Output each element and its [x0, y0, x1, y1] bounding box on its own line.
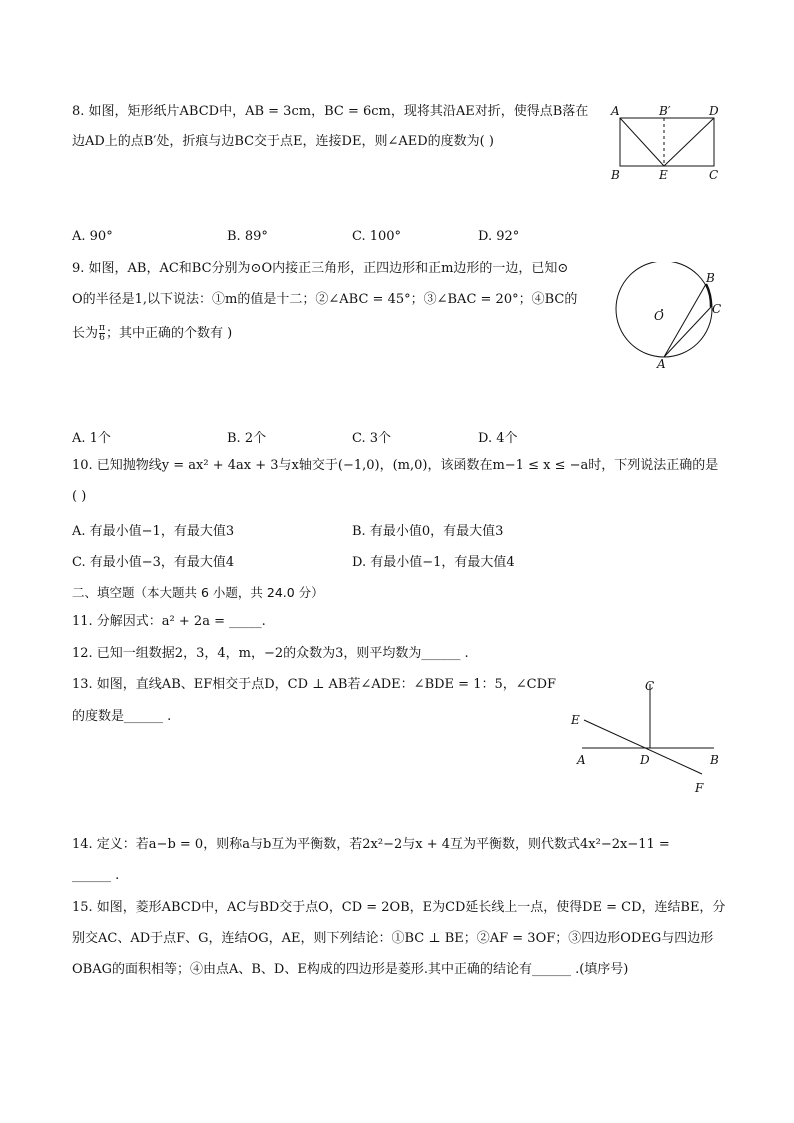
q8-label-bprime: B′	[659, 104, 671, 118]
q10-option-d: D. 有最小值−1，有最大值4	[352, 555, 515, 570]
q9-fraction-den: 6	[99, 333, 105, 343]
q15-line2: 别交AC、AD于点F、G，连结OG，AE，则下列结论：①BC ⊥ BE；②AF = 3OF；③四边形ODEG与四边形	[72, 931, 714, 946]
q13-label-d: D	[640, 753, 650, 767]
q8-line1: 8. 如图，矩形纸片ABCD中，AB = 3cm，BC = 6cm，现将其沿AE对折，使得点B落在	[72, 104, 589, 119]
q9-line2: O的半径是1,以下说法：①m的值是十二；②∠ABC = 45°；③∠BAC = 20°；④BC的	[72, 292, 578, 307]
q8-rectangle-figure	[606, 100, 726, 186]
q8-option-b: B. 89°	[227, 229, 268, 244]
q9-fraction	[99, 324, 105, 343]
q8-option-a: A. 90°	[72, 229, 113, 244]
q8-option-d: D. 92°	[478, 229, 520, 244]
q9-option-b: B. 2个	[227, 431, 267, 446]
q14-line2: ______ .	[72, 868, 120, 883]
q9-fraction-num: π	[99, 323, 105, 333]
q10-option-b: B. 有最小值0，有最大值3	[352, 524, 504, 539]
q10-line2: ( )	[72, 489, 87, 504]
q11-line: 11. 分解因式：a² + 2a = _____.	[72, 614, 266, 629]
q9-circle-figure	[608, 262, 728, 372]
q8-label-d: D	[709, 104, 719, 118]
q8-label-c: C	[709, 168, 719, 182]
q8-line2: 边AD上的点B′处，折痕与边BC交于点E，连接DE，则∠AED的度数为( )	[72, 134, 494, 149]
q9-option-d: D. 4个	[478, 431, 518, 446]
q8-label-b: B	[611, 168, 620, 182]
q12-line: 12. 已知一组数据2，3，4，m，−2的众数为3，则平均数为______ .	[72, 646, 469, 661]
q9-label-o: O	[654, 309, 664, 323]
q10-option-a: A. 有最小值−1，有最大值3	[72, 524, 235, 539]
q13-label-a: A	[577, 753, 586, 767]
section-fill-in-heading: 二、填空题（本大题共 6 小题，共 24.0 分）	[72, 585, 324, 600]
q15-line1: 15. 如图，菱形ABCD中，AC与BD交于点O，CD = 2OB，E为CD延长线上一点，使得DE = CD，连结BE，分	[72, 900, 726, 915]
q15-line3: OBAG的面积相等；④由点A、B、D、E构成的四边形是菱形.其中正确的结论有______ .(填序号)	[72, 962, 629, 977]
q9-line3-suffix: ；其中正确的个数有 )	[105, 326, 233, 341]
q9-line3-prefix: 长为	[72, 326, 99, 341]
q13-line1: 13. 如图，直线AB、EF相交于点D，CD ⊥ AB若∠ADE：∠BDE = 1：5，∠CDF	[72, 677, 557, 692]
q13-line2: 的度数是______ .	[72, 709, 172, 724]
q9-label-b: B	[706, 271, 715, 285]
q9-line3	[72, 324, 232, 343]
q10-option-c: C. 有最小值−3，有最大值4	[72, 555, 235, 570]
q8-label-e: E	[659, 168, 668, 182]
q13-intersecting-lines-figure	[566, 674, 726, 800]
q13-label-e: E	[571, 713, 580, 727]
q9-option-a: A. 1个	[72, 431, 111, 446]
q14-line1: 14. 定义：若a−b = 0，则称a与b互为平衡数，若2x²−2与x + 4互为平衡数，则代数式4x²−2x−11 =	[72, 837, 670, 852]
q9-line1: 9. 如图，AB，AC和BC分别为⊙O内接正三角形，正四边形和正m边形的一边，已知⊙	[72, 261, 569, 276]
q9-label-c: C	[712, 302, 722, 316]
q9-label-a: A	[657, 357, 666, 371]
q13-label-f: F	[695, 781, 704, 795]
q13-label-c: C	[645, 679, 655, 693]
q13-label-b: B	[710, 753, 719, 767]
q8-label-a: A	[611, 104, 620, 118]
q9-option-c: C. 3个	[352, 431, 392, 446]
q8-option-c: C. 100°	[352, 229, 402, 244]
q10-line1: 10. 已知抛物线y = ax² + 4ax + 3与x轴交于(−1,0)，(m,0)，该函数在m−1 ≤ x ≤ −a时，下列说法正确的是	[72, 458, 719, 473]
